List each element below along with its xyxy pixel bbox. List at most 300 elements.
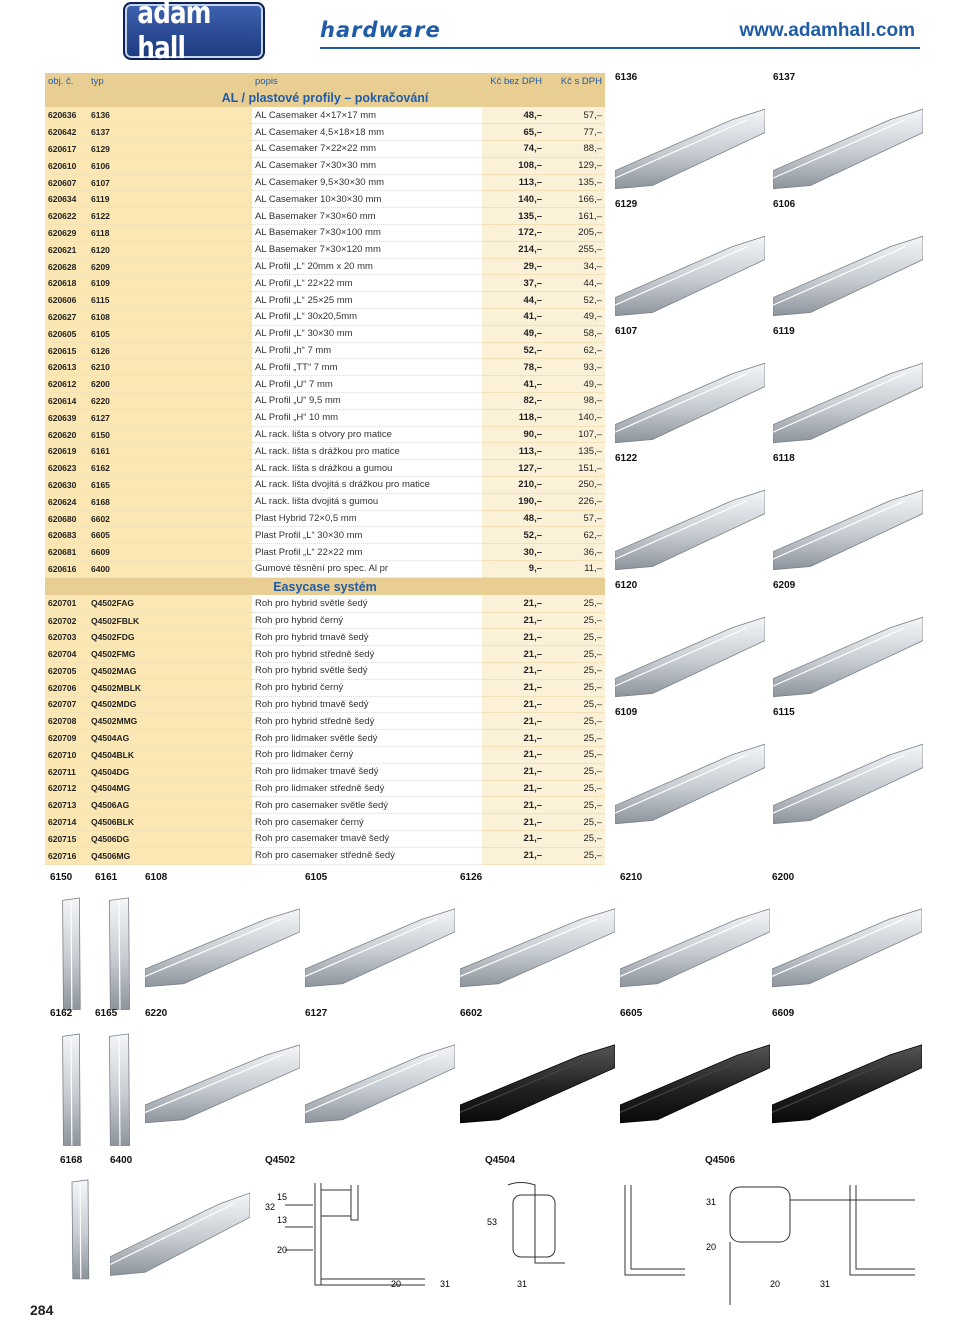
- product-tile: [773, 707, 923, 829]
- table-row: [45, 527, 605, 544]
- description: Roh pro lidmaker tmavě šedý: [252, 763, 482, 780]
- price-incl-vat: 77,–: [545, 124, 605, 141]
- description: Roh pro hybrid tmavě šedý: [252, 696, 482, 713]
- type-code: Q4504AG: [88, 730, 252, 747]
- price-excl-vat: 21,–: [482, 663, 545, 680]
- description: Plast Profil „L“ 30×30 mm: [252, 527, 482, 544]
- description: Roh pro casemaker středně šedý: [252, 847, 482, 864]
- type-code: 6107: [88, 174, 252, 191]
- table-row: [45, 696, 605, 713]
- item-number: 620613: [45, 359, 88, 376]
- item-number: 620607: [45, 174, 88, 191]
- item-number: 620714: [45, 814, 88, 831]
- price-excl-vat: 21,–: [482, 780, 545, 797]
- price-incl-vat: 52,–: [545, 292, 605, 309]
- type-code: 6161: [88, 443, 252, 460]
- table-row: [45, 191, 605, 208]
- product-code: 6200: [772, 872, 795, 883]
- description: Plast Profil „L“ 22×22 mm: [252, 544, 482, 561]
- table-row: [45, 510, 605, 527]
- product-code: 6129: [615, 199, 638, 210]
- item-number: 620624: [45, 493, 88, 510]
- page-number: 284: [30, 1302, 54, 1318]
- price-incl-vat: 57,–: [545, 107, 605, 124]
- item-number: 620711: [45, 763, 88, 780]
- price-excl-vat: 41,–: [482, 376, 545, 393]
- product-code: 6106: [773, 199, 796, 210]
- table-row: [45, 342, 605, 359]
- type-code: Q4502FAG: [88, 595, 252, 612]
- product-code: 6122: [615, 453, 638, 464]
- dim-20-q4506-bottom: 20: [770, 1279, 781, 1289]
- price-incl-vat: 25,–: [545, 763, 605, 780]
- description: Roh pro casemaker černý: [252, 814, 482, 831]
- q4506-drawing: [700, 1175, 940, 1315]
- description: Roh pro lidmaker světle šedý: [252, 730, 482, 747]
- product-tile: [773, 580, 923, 702]
- price-excl-vat: 21,–: [482, 713, 545, 730]
- table-row: [45, 561, 605, 578]
- price-incl-vat: 88,–: [545, 141, 605, 158]
- product-tile: [773, 453, 923, 575]
- product-code: 6605: [620, 1008, 643, 1019]
- table-row: [45, 830, 605, 847]
- product-code: 6120: [615, 580, 638, 591]
- product-code: 6400: [110, 1155, 133, 1166]
- type-code: 6400: [88, 561, 252, 578]
- profile-image: [615, 723, 765, 829]
- product-tile: [95, 1008, 143, 1148]
- product-code: 6209: [773, 580, 796, 591]
- dim-32: 32: [265, 1202, 276, 1212]
- table-row: [45, 107, 605, 124]
- table-row: [45, 730, 605, 747]
- price-incl-vat: 25,–: [545, 780, 605, 797]
- table-row: [45, 292, 605, 309]
- table-row: [45, 393, 605, 410]
- profile-image: [50, 888, 92, 1012]
- type-code: 6118: [88, 225, 252, 242]
- item-number: 620715: [45, 830, 88, 847]
- price-excl-vat: 190,–: [482, 493, 545, 510]
- product-code: 6136: [615, 72, 638, 83]
- item-number: 620680: [45, 510, 88, 527]
- price-incl-vat: 250,–: [545, 477, 605, 494]
- price-excl-vat: 44,–: [482, 292, 545, 309]
- table-header-row: [45, 73, 605, 89]
- item-number: 620619: [45, 443, 88, 460]
- group-header-row: [45, 89, 605, 107]
- price-incl-vat: 25,–: [545, 746, 605, 763]
- product-tile: [773, 72, 923, 194]
- dim-53: 53: [487, 1217, 498, 1227]
- table-row: [45, 713, 605, 730]
- item-number: 620636: [45, 107, 88, 124]
- description: AL Profil „L“ 25×25 mm: [252, 292, 482, 309]
- table-row: [45, 325, 605, 342]
- type-code: 6162: [88, 460, 252, 477]
- price-excl-vat: 135,–: [482, 208, 545, 225]
- type-code: 6126: [88, 342, 252, 359]
- product-tile: [615, 453, 765, 575]
- table-row: [45, 612, 605, 629]
- price-incl-vat: 36,–: [545, 544, 605, 561]
- price-excl-vat: 90,–: [482, 426, 545, 443]
- group-title: Easycase systém: [45, 577, 605, 595]
- dim-31-q4506-top: 31: [706, 1197, 717, 1207]
- product-code: 6127: [305, 1008, 328, 1019]
- profile-image: [773, 215, 923, 321]
- price-incl-vat: 25,–: [545, 730, 605, 747]
- table-row: [45, 477, 605, 494]
- header-rule: [320, 47, 920, 49]
- profile-image: [60, 1171, 100, 1281]
- item-number: 620620: [45, 426, 88, 443]
- col-header-bez: Kč bez DPH: [482, 73, 545, 89]
- type-code: Q4506DG: [88, 830, 252, 847]
- item-number: 620614: [45, 393, 88, 410]
- price-incl-vat: 161,–: [545, 208, 605, 225]
- table-row: [45, 309, 605, 326]
- price-incl-vat: 25,–: [545, 814, 605, 831]
- table-row: [45, 359, 605, 376]
- item-number: 620617: [45, 141, 88, 158]
- description: AL Basemaker 7×30×60 mm: [252, 208, 482, 225]
- item-number: 620622: [45, 208, 88, 225]
- type-code: Q4502MDG: [88, 696, 252, 713]
- product-code: 6150: [50, 872, 73, 883]
- product-tile: [110, 1155, 250, 1280]
- product-tile: [145, 872, 300, 992]
- type-code: Q4502FMG: [88, 646, 252, 663]
- price-excl-vat: 30,–: [482, 544, 545, 561]
- type-code: 6105: [88, 325, 252, 342]
- price-excl-vat: 21,–: [482, 612, 545, 629]
- profile-image: [620, 888, 770, 992]
- profile-image: [110, 1171, 250, 1281]
- brand-logo: [123, 0, 265, 66]
- description: Roh pro hybrid světle šedý: [252, 663, 482, 680]
- table-row: [45, 443, 605, 460]
- product-code: 6210: [620, 872, 643, 883]
- product-tile: [50, 872, 92, 1012]
- item-number: 620712: [45, 780, 88, 797]
- product-tile: [620, 872, 770, 992]
- dim-20-bottom: 20: [391, 1279, 402, 1289]
- price-excl-vat: 65,–: [482, 124, 545, 141]
- profile-image: [773, 723, 923, 829]
- description: AL Casemaker 4,5×18×18 mm: [252, 124, 482, 141]
- type-code: 6108: [88, 309, 252, 326]
- price-incl-vat: 205,–: [545, 225, 605, 242]
- price-excl-vat: 21,–: [482, 746, 545, 763]
- item-number: 620716: [45, 847, 88, 864]
- price-incl-vat: 107,–: [545, 426, 605, 443]
- product-tile: [460, 872, 615, 992]
- type-code: Q4506AG: [88, 797, 252, 814]
- profile-image: [773, 469, 923, 575]
- price-incl-vat: 25,–: [545, 797, 605, 814]
- profile-image: [145, 888, 300, 992]
- profile-image: [620, 1024, 770, 1128]
- price-excl-vat: 37,–: [482, 275, 545, 292]
- profile-image: [615, 215, 765, 321]
- table-row: [45, 174, 605, 191]
- profile-image: [615, 342, 765, 448]
- price-incl-vat: 25,–: [545, 612, 605, 629]
- item-number: 620612: [45, 376, 88, 393]
- description: AL Casemaker 9,5×30×30 mm: [252, 174, 482, 191]
- type-code: Q4504MG: [88, 780, 252, 797]
- description: AL Profil „U“ 7 mm: [252, 376, 482, 393]
- price-incl-vat: 151,–: [545, 460, 605, 477]
- product-code: 6609: [772, 1008, 795, 1019]
- description: Roh pro lidmaker středně šedý: [252, 780, 482, 797]
- price-incl-vat: 62,–: [545, 342, 605, 359]
- dim-15: 15: [277, 1192, 288, 1202]
- description: AL Profil „L“ 22×22 mm: [252, 275, 482, 292]
- product-tile: [773, 199, 923, 321]
- profile-image: [460, 888, 615, 992]
- profile-image: [95, 888, 143, 1012]
- price-excl-vat: 48,–: [482, 107, 545, 124]
- product-tile: [460, 1008, 615, 1128]
- price-incl-vat: 25,–: [545, 663, 605, 680]
- item-number: 620606: [45, 292, 88, 309]
- description: AL Profil „TT“ 7 mm: [252, 359, 482, 376]
- description: Roh pro hybrid tmavě šedý: [252, 629, 482, 646]
- item-number: 620616: [45, 561, 88, 578]
- item-number: 620703: [45, 629, 88, 646]
- product-code: 6168: [60, 1155, 83, 1166]
- table-row: [45, 629, 605, 646]
- dim-20-q4506-left: 20: [706, 1242, 717, 1252]
- profile-image: [615, 596, 765, 702]
- price-excl-vat: 21,–: [482, 646, 545, 663]
- price-incl-vat: 57,–: [545, 510, 605, 527]
- product-tile: [615, 707, 765, 829]
- product-code: 6165: [95, 1008, 118, 1019]
- description: Roh pro hybrid černý: [252, 612, 482, 629]
- item-number: 620683: [45, 527, 88, 544]
- item-number: 620621: [45, 241, 88, 258]
- table-row: [45, 141, 605, 158]
- type-code: 6129: [88, 141, 252, 158]
- type-code: 6150: [88, 426, 252, 443]
- type-code: 6209: [88, 258, 252, 275]
- price-excl-vat: 113,–: [482, 443, 545, 460]
- description: Roh pro hybrid středně šedý: [252, 713, 482, 730]
- price-excl-vat: 108,–: [482, 157, 545, 174]
- profile-image: [305, 1024, 455, 1128]
- price-excl-vat: 74,–: [482, 141, 545, 158]
- description: AL Profil „h“ 7 mm: [252, 342, 482, 359]
- price-excl-vat: 21,–: [482, 847, 545, 864]
- price-excl-vat: 21,–: [482, 830, 545, 847]
- description: Roh pro hybrid světle šedý: [252, 595, 482, 612]
- product-code: 6162: [50, 1008, 73, 1019]
- product-tile: [305, 872, 455, 992]
- type-code: Q4502FDG: [88, 629, 252, 646]
- product-tile: [265, 1155, 465, 1175]
- description: AL Casemaker 4×17×17 mm: [252, 107, 482, 124]
- product-code: 6161: [95, 872, 118, 883]
- product-code: 6107: [615, 326, 638, 337]
- dim-20-left: 20: [277, 1245, 288, 1255]
- description: Roh pro hybrid černý: [252, 679, 482, 696]
- price-excl-vat: 48,–: [482, 510, 545, 527]
- price-excl-vat: 113,–: [482, 174, 545, 191]
- col-header-obj: obj. č.: [45, 73, 88, 89]
- price-incl-vat: 49,–: [545, 309, 605, 326]
- price-incl-vat: 25,–: [545, 713, 605, 730]
- product-code: Q4506: [705, 1155, 736, 1166]
- price-excl-vat: 21,–: [482, 696, 545, 713]
- price-excl-vat: 21,–: [482, 797, 545, 814]
- table-row: [45, 208, 605, 225]
- description: AL Basemaker 7×30×100 mm: [252, 225, 482, 242]
- type-code: Q4504DG: [88, 763, 252, 780]
- item-number: 620642: [45, 124, 88, 141]
- price-excl-vat: 140,–: [482, 191, 545, 208]
- product-tile: [615, 199, 765, 321]
- price-incl-vat: 58,–: [545, 325, 605, 342]
- dim-31-bottom: 31: [440, 1279, 451, 1289]
- price-excl-vat: 49,–: [482, 325, 545, 342]
- product-tile: [305, 1008, 455, 1128]
- item-number: 620627: [45, 309, 88, 326]
- price-excl-vat: 21,–: [482, 763, 545, 780]
- product-code: 6602: [460, 1008, 483, 1019]
- price-incl-vat: 140,–: [545, 409, 605, 426]
- product-tile: [615, 580, 765, 702]
- type-code: 6136: [88, 107, 252, 124]
- description: AL Basemaker 7×30×120 mm: [252, 241, 482, 258]
- table-row: [45, 679, 605, 696]
- col-header-popis: popis: [252, 73, 482, 89]
- profile-image: [773, 596, 923, 702]
- description: AL Casemaker 10×30×30 mm: [252, 191, 482, 208]
- description: AL Casemaker 7×22×22 mm: [252, 141, 482, 158]
- type-code: 6106: [88, 157, 252, 174]
- description: AL Profil „L“ 20mm x 20 mm: [252, 258, 482, 275]
- product-code: 6108: [145, 872, 168, 883]
- product-tile: [615, 326, 765, 448]
- product-tile: [60, 1155, 100, 1280]
- section-title: hardware: [320, 18, 441, 42]
- product-tile: [615, 72, 765, 194]
- col-header-s: Kč s DPH: [545, 73, 605, 89]
- type-code: Q4506BLK: [88, 814, 252, 831]
- profile-image: [50, 1024, 92, 1148]
- product-tile: [95, 872, 143, 1012]
- description: Roh pro casemaker tmavě šedý: [252, 830, 482, 847]
- price-excl-vat: 41,–: [482, 309, 545, 326]
- col-header-typ: typ: [88, 73, 252, 89]
- product-code: 6105: [305, 872, 328, 883]
- description: AL rack. lišta dvojitá s drážkou pro matice: [252, 477, 482, 494]
- price-excl-vat: 82,–: [482, 393, 545, 410]
- price-incl-vat: 25,–: [545, 629, 605, 646]
- price-incl-vat: 25,–: [545, 595, 605, 612]
- profile-image: [772, 1024, 922, 1128]
- price-incl-vat: 34,–: [545, 258, 605, 275]
- price-incl-vat: 255,–: [545, 241, 605, 258]
- item-number: 620706: [45, 679, 88, 696]
- table-row: [45, 241, 605, 258]
- price-excl-vat: 52,–: [482, 342, 545, 359]
- description: AL Casemaker 7×30×30 mm: [252, 157, 482, 174]
- item-number: 620707: [45, 696, 88, 713]
- dim-31-q4506-bottom: 31: [820, 1279, 831, 1289]
- price-incl-vat: 129,–: [545, 157, 605, 174]
- type-code: Q4506MG: [88, 847, 252, 864]
- price-incl-vat: 166,–: [545, 191, 605, 208]
- description: Gumové těsnění pro spec. Al pr: [252, 561, 482, 578]
- table-row: [45, 460, 605, 477]
- price-incl-vat: 62,–: [545, 527, 605, 544]
- table-row: [45, 746, 605, 763]
- product-tile: [772, 1008, 922, 1128]
- dim-13: 13: [277, 1215, 288, 1225]
- type-code: 6120: [88, 241, 252, 258]
- description: AL rack. lišta s drážkou a gumou: [252, 460, 482, 477]
- product-tile: [773, 326, 923, 448]
- price-excl-vat: 21,–: [482, 595, 545, 612]
- description: Roh pro lidmaker černý: [252, 746, 482, 763]
- table-row: [45, 646, 605, 663]
- profile-image: [460, 1024, 615, 1128]
- price-excl-vat: 214,–: [482, 241, 545, 258]
- website-link[interactable]: www.adamhall.com: [739, 20, 915, 41]
- type-code: 6119: [88, 191, 252, 208]
- item-number: 620702: [45, 612, 88, 629]
- product-code: 6118: [773, 453, 795, 464]
- type-code: Q4504BLK: [88, 746, 252, 763]
- price-excl-vat: 21,–: [482, 679, 545, 696]
- type-code: 6609: [88, 544, 252, 561]
- product-code: 6137: [773, 72, 796, 83]
- description: Roh pro hybrid středně šedý: [252, 646, 482, 663]
- dim-31-q4504: 31: [517, 1279, 528, 1289]
- description: Roh pro casemaker světle šedý: [252, 797, 482, 814]
- price-incl-vat: 11,–: [545, 561, 605, 578]
- type-code: 6122: [88, 208, 252, 225]
- profile-image: [773, 88, 923, 194]
- table-row: [45, 124, 605, 141]
- table-row: [45, 225, 605, 242]
- price-excl-vat: 21,–: [482, 814, 545, 831]
- price-excl-vat: 210,–: [482, 477, 545, 494]
- price-excl-vat: 118,–: [482, 409, 545, 426]
- price-incl-vat: 93,–: [545, 359, 605, 376]
- item-number: 620629: [45, 225, 88, 242]
- product-tile: [145, 1008, 300, 1128]
- table-row: [45, 409, 605, 426]
- product-tile: [620, 1008, 770, 1128]
- group-header-row: [45, 577, 605, 595]
- item-number: 620639: [45, 409, 88, 426]
- product-tile: [485, 1155, 685, 1175]
- product-code: Q4504: [485, 1155, 516, 1166]
- item-number: 620634: [45, 191, 88, 208]
- type-code: Q4502MMG: [88, 713, 252, 730]
- price-excl-vat: 52,–: [482, 527, 545, 544]
- table-row: [45, 663, 605, 680]
- table-row: [45, 763, 605, 780]
- profile-image: [773, 342, 923, 448]
- table-row: [45, 814, 605, 831]
